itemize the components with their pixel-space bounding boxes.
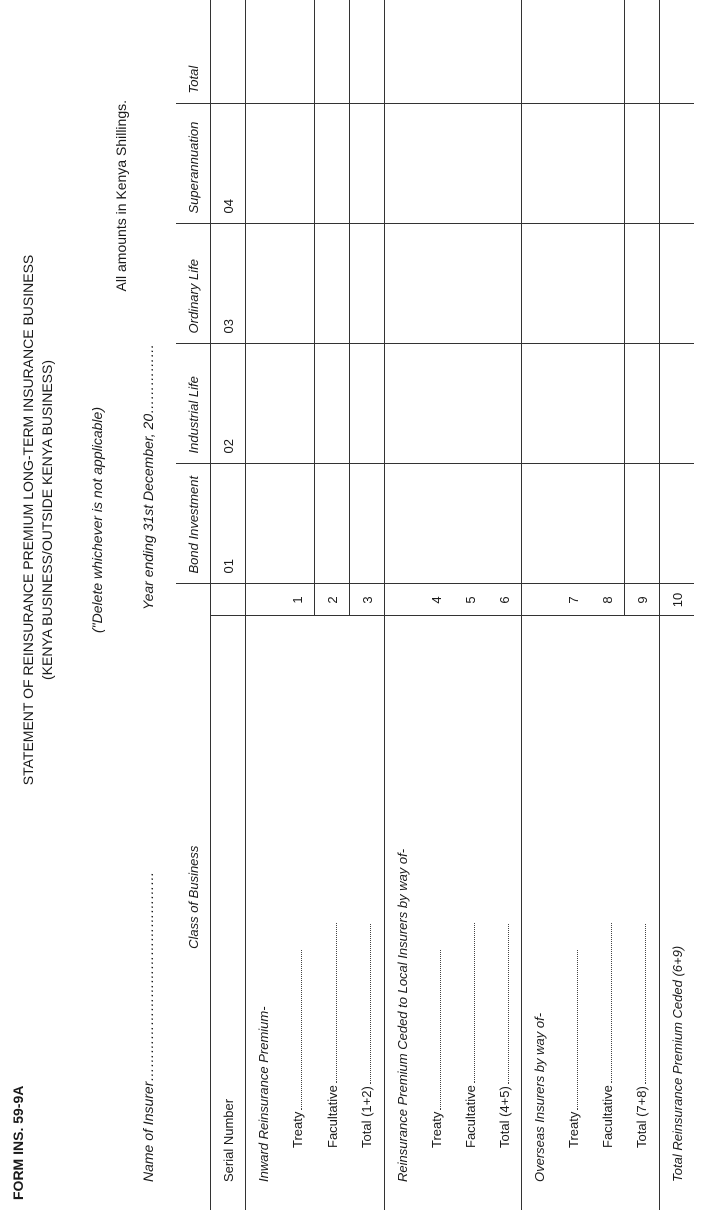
amount-cell[interactable] (487, 104, 522, 224)
row-label: Treaty (565, 1111, 581, 1148)
amount-cell[interactable] (453, 224, 487, 344)
inward-section-label: Inward Reinsurance Premium- (255, 1006, 271, 1182)
amount-cell[interactable] (625, 0, 660, 104)
row-label: Facultative (599, 1085, 615, 1148)
form-number: FORM INS. 59-9A (10, 1085, 26, 1200)
table-row (350, 0, 385, 1210)
amount-cell[interactable] (625, 344, 660, 464)
amount-cell[interactable] (453, 464, 487, 584)
amount-cell[interactable] (487, 0, 522, 104)
amount-cell[interactable] (280, 104, 315, 224)
amount-cell[interactable] (660, 464, 695, 584)
row-label: Total (4+5) (496, 1086, 512, 1148)
amount-cell[interactable] (625, 464, 660, 584)
amount-cell[interactable] (280, 464, 315, 584)
amount-cell[interactable] (350, 0, 385, 104)
amount-cell[interactable] (419, 0, 453, 104)
section-row (246, 0, 281, 1210)
amount-cell[interactable] (556, 0, 590, 104)
form-subtitle: (KENYA BUSINESS/OUTSIDE KENYA BUSINESS) (39, 360, 55, 681)
serial-number-row (211, 0, 246, 1210)
reinsurance-premium-table (176, 0, 694, 1210)
row-number: 3 (350, 584, 385, 616)
serial-code: 03 (211, 224, 246, 344)
row-number: 7 (556, 584, 590, 616)
overseas-section-label: Overseas Insurers by way of- (522, 616, 557, 1210)
amount-cell[interactable] (487, 224, 522, 344)
row-number: 8 (590, 584, 625, 616)
amount-cell[interactable] (590, 0, 625, 104)
amount-cell[interactable] (453, 104, 487, 224)
serial-code: 01 (211, 464, 246, 584)
amount-cell[interactable] (315, 104, 350, 224)
row-label: Facultative (324, 1085, 340, 1148)
row-label: Total (1+2) (359, 1086, 375, 1148)
row-number: 2 (315, 584, 350, 616)
amount-cell[interactable] (590, 224, 625, 344)
total-header: Total (176, 0, 211, 104)
amount-cell[interactable] (556, 104, 590, 224)
table-row (453, 0, 487, 1210)
header-row (176, 0, 211, 1210)
amount-cell[interactable] (453, 344, 487, 464)
amount-cell[interactable] (419, 224, 453, 344)
row-number: 1 (280, 584, 315, 616)
amount-cell[interactable] (487, 344, 522, 464)
amount-cell[interactable] (660, 344, 695, 464)
form-note: ("Delete whichever is not applicable) (89, 407, 105, 633)
amount-cell[interactable] (315, 344, 350, 464)
amount-cell[interactable] (556, 344, 590, 464)
amount-cell[interactable] (280, 0, 315, 104)
row-label: Facultative (462, 1085, 478, 1148)
table-row (590, 0, 625, 1210)
grand-total-label: Total Reinsurance Premium Ceded (6+9) (660, 616, 695, 1210)
superannuation-header: Superannuation (176, 104, 211, 224)
amount-cell[interactable] (419, 344, 453, 464)
row-number: 6 (487, 584, 522, 616)
amount-cell[interactable] (625, 224, 660, 344)
amount-cell[interactable] (315, 224, 350, 344)
amount-cell[interactable] (350, 104, 385, 224)
industrial-life-header: Industrial Life (176, 344, 211, 464)
table-row (280, 0, 315, 1210)
amount-cell[interactable] (660, 224, 695, 344)
serial-number-label: Serial Number (211, 616, 246, 1210)
table-row (487, 0, 522, 1210)
table-row (625, 0, 660, 1210)
section-row (522, 0, 557, 1210)
insurer-name-field[interactable]: Name of Insurer……………………………………… (140, 871, 156, 1182)
amount-cell[interactable] (350, 344, 385, 464)
year-ending-field[interactable]: Year ending 31st December, 20…………… (140, 343, 156, 610)
amount-cell[interactable] (315, 464, 350, 584)
row-label: Treaty (428, 1111, 444, 1148)
amount-cell[interactable] (660, 104, 695, 224)
row-number: 9 (625, 584, 660, 616)
amount-cell[interactable] (419, 464, 453, 584)
table-row (556, 0, 590, 1210)
amount-cell[interactable] (556, 224, 590, 344)
row-number: 4 (419, 584, 453, 616)
amount-cell[interactable] (315, 0, 350, 104)
row-number: 5 (453, 584, 487, 616)
amount-cell[interactable] (590, 464, 625, 584)
table-row (419, 0, 453, 1210)
ordinary-life-header: Ordinary Life (176, 224, 211, 344)
amount-cell[interactable] (419, 104, 453, 224)
amount-cell[interactable] (453, 0, 487, 104)
amount-cell[interactable] (556, 464, 590, 584)
serial-code: 04 (211, 104, 246, 224)
table-row (315, 0, 350, 1210)
row-number: 10 (660, 584, 695, 616)
amount-cell[interactable] (590, 344, 625, 464)
amount-cell[interactable] (280, 224, 315, 344)
bond-investment-header: Bond Investment (176, 464, 211, 584)
amount-cell[interactable] (350, 464, 385, 584)
currency-note: All amounts in Kenya Shillings. (113, 100, 129, 292)
row-label: Treaty (289, 1111, 305, 1148)
amount-cell[interactable] (660, 0, 695, 104)
amount-cell[interactable] (625, 104, 660, 224)
class-of-business-header: Class of Business (176, 584, 211, 1210)
form-title: STATEMENT OF REINSURANCE PREMIUM LONG-TERM INSURANCE BUSINESS (20, 254, 36, 786)
ceded-local-section-label: Reinsurance Premium Ceded to Local Insurers by way of- (385, 616, 420, 1210)
serial-code: 02 (211, 344, 246, 464)
table-row (660, 0, 695, 1210)
amount-cell[interactable] (590, 104, 625, 224)
serial-code (211, 0, 246, 104)
row-label: Total (7+8) (634, 1086, 650, 1148)
amount-cell[interactable] (280, 344, 315, 464)
section-row (385, 0, 420, 1210)
amount-cell[interactable] (487, 464, 522, 584)
amount-cell[interactable] (350, 224, 385, 344)
